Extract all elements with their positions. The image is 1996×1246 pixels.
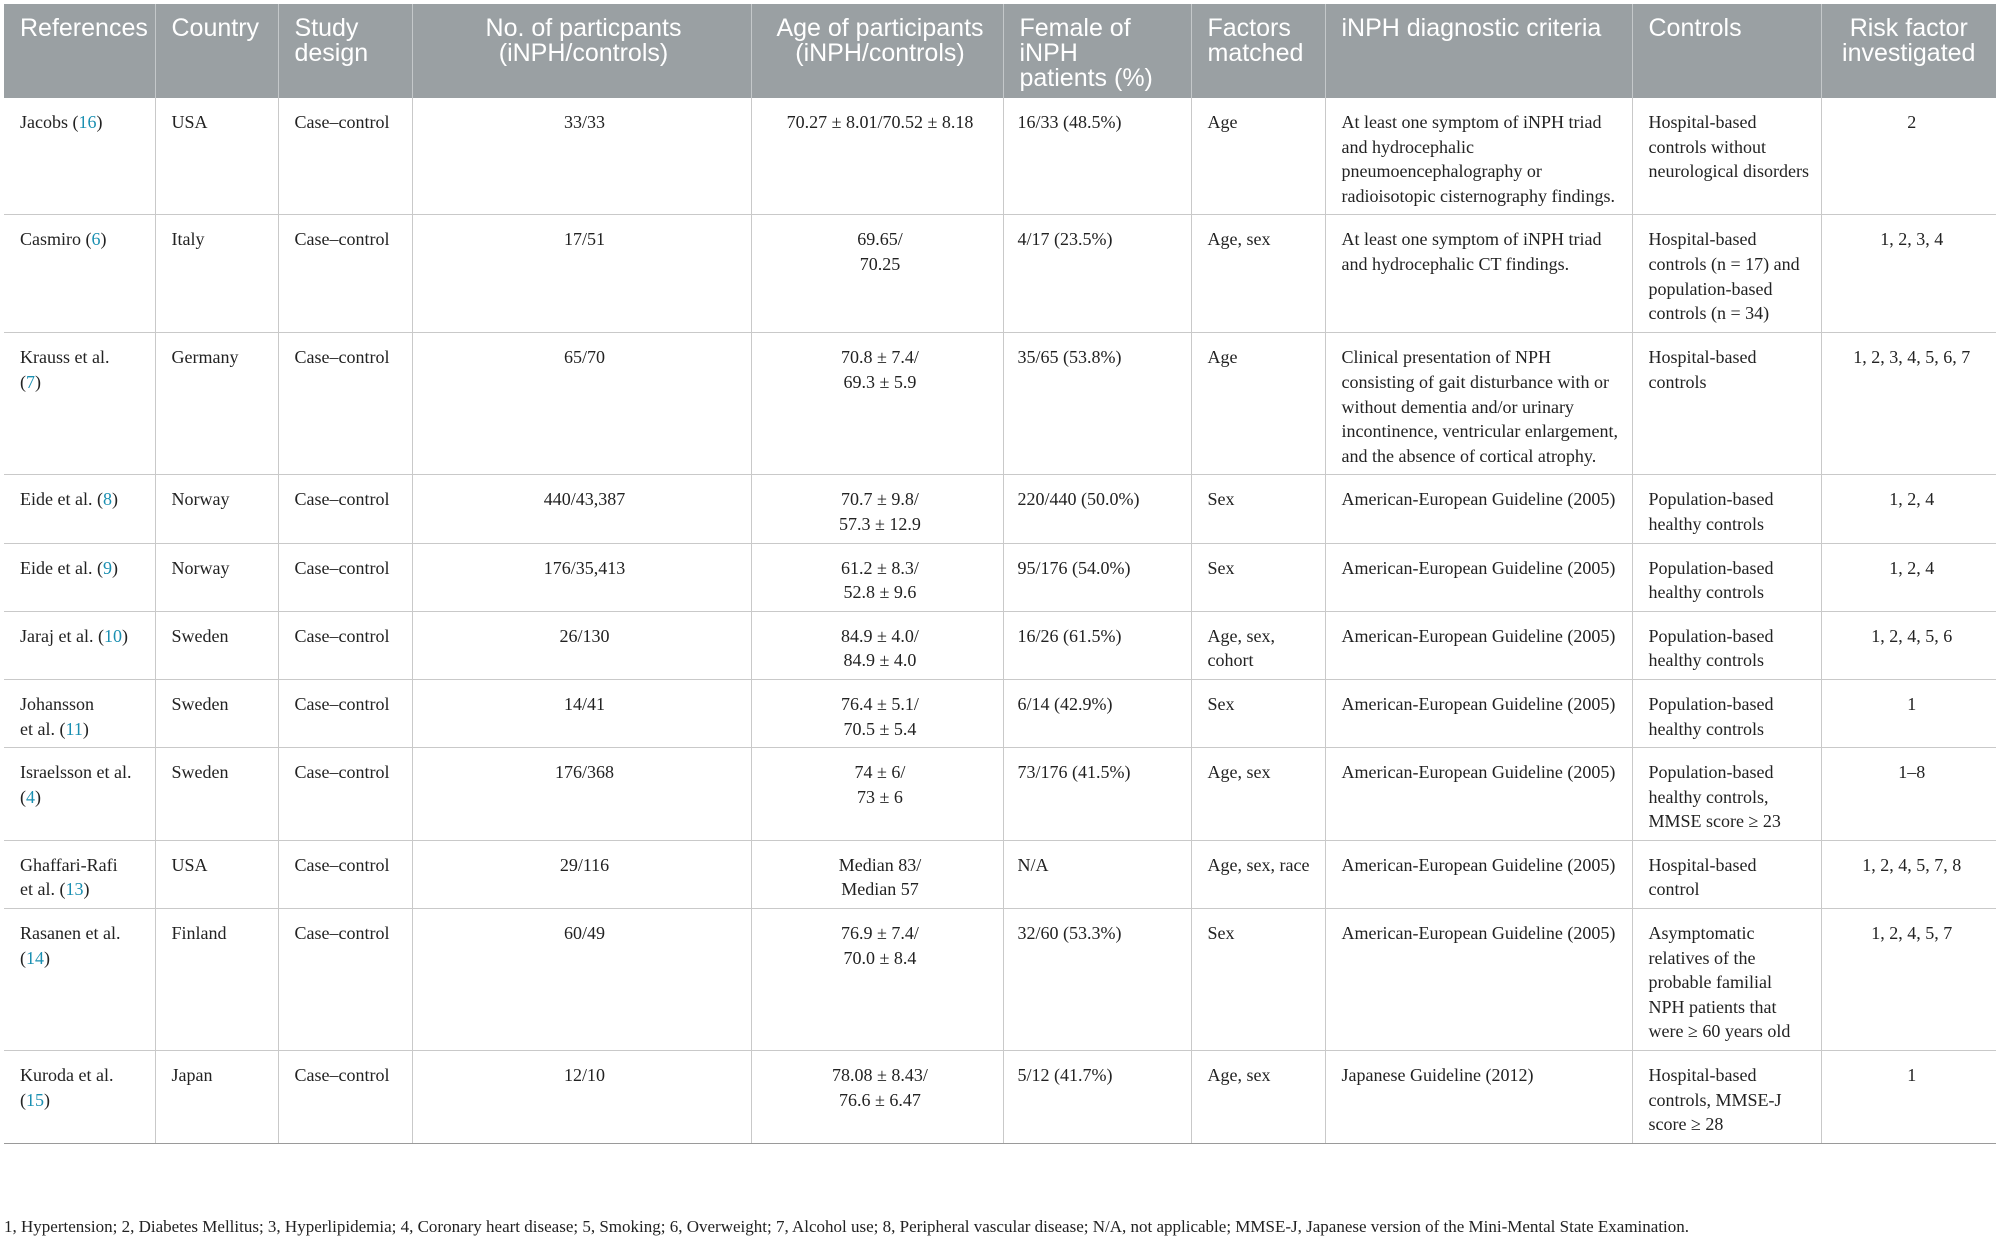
cell-risk-factor: 1–8 xyxy=(1821,748,1996,841)
studies-table xyxy=(4,4,1996,1144)
cell-controls: Hospital-based control xyxy=(1632,840,1821,908)
cell-country: USA xyxy=(155,840,278,908)
table-row xyxy=(4,909,1996,1051)
reference-author: Kuroda et al. ( xyxy=(20,1065,114,1110)
cell-study-design: Case–control xyxy=(278,748,412,841)
reference-citation-link[interactable]: 15 xyxy=(26,1089,44,1110)
reference-close-paren: ) xyxy=(35,786,41,807)
cell-female: N/A xyxy=(1003,840,1191,908)
reference-citation-link[interactable]: 10 xyxy=(103,625,122,646)
header-row xyxy=(4,4,1996,98)
cell-participants: 29/116 xyxy=(412,840,751,908)
table-row xyxy=(4,840,1996,908)
cell-country: Norway xyxy=(155,543,278,611)
cell-age: 76.9 ± 7.4/ 70.0 ± 8.4 xyxy=(751,909,1003,1051)
cell-reference xyxy=(4,748,155,841)
cell-diagnostic-criteria: American-European Guideline (2005) xyxy=(1325,840,1632,908)
reference-close-paren: ) xyxy=(100,229,107,250)
cell-diagnostic-criteria: American-European Guideline (2005) xyxy=(1325,611,1632,679)
cell-participants: 176/368 xyxy=(412,748,751,841)
cell-controls: Asymptomatic relatives of the probable familial NPH patients that were ≥ 60 years old xyxy=(1632,909,1821,1051)
cell-factors-matched: Age, sex, race xyxy=(1191,840,1325,908)
reference-author: Krauss et al. ( xyxy=(20,347,110,392)
cell-country: Norway xyxy=(155,475,278,543)
reference-author: Eide et al. ( xyxy=(20,557,103,578)
table-row xyxy=(4,1051,1996,1144)
cell-female: 73/176 (41.5%) xyxy=(1003,748,1191,841)
cell-controls: Population-based healthy controls xyxy=(1632,475,1821,543)
cell-factors-matched: Sex xyxy=(1191,475,1325,543)
cell-controls: Population-based healthy controls xyxy=(1632,679,1821,747)
cell-controls: Population-based healthy controls xyxy=(1632,543,1821,611)
cell-controls: Population-based healthy controls xyxy=(1632,611,1821,679)
table-row xyxy=(4,748,1996,841)
cell-female: 6/14 (42.9%) xyxy=(1003,679,1191,747)
reference-author: Johansson et al. ( xyxy=(20,693,95,739)
cell-study-design: Case–control xyxy=(278,611,412,679)
cell-age: 74 ± 6/ 73 ± 6 xyxy=(751,748,1003,841)
reference-author: Eide et al. ( xyxy=(20,489,103,510)
reference-citation-link[interactable]: 8 xyxy=(102,489,112,510)
cell-country: Italy xyxy=(155,215,278,333)
cell-female: 5/12 (41.7%) xyxy=(1003,1051,1191,1144)
cell-study-design: Case–control xyxy=(278,543,412,611)
cell-risk-factor: 1, 2, 4 xyxy=(1821,475,1996,543)
cell-reference xyxy=(4,543,155,611)
cell-risk-factor: 2 xyxy=(1821,98,1996,215)
cell-controls: Hospital-based controls xyxy=(1632,333,1821,475)
reference-close-paren: ) xyxy=(44,947,50,968)
reference-citation-link[interactable]: 14 xyxy=(26,947,44,968)
cell-diagnostic-criteria: Clinical presentation of NPH consisting of gait disturbance with or without dementia and/or urinary incontinence, ventricular enlargement, and the absence of cortical atrophy. xyxy=(1325,333,1632,475)
cell-participants: 440/43,387 xyxy=(412,475,751,543)
reference-author: Jacobs ( xyxy=(20,112,79,132)
reference-citation-link[interactable]: 6 xyxy=(91,229,101,250)
cell-participants: 60/49 xyxy=(412,909,751,1051)
cell-risk-factor: 1 xyxy=(1821,679,1996,747)
header-references: References xyxy=(4,4,155,98)
cell-study-design: Case–control xyxy=(278,840,412,908)
cell-reference xyxy=(4,1051,155,1144)
cell-country: Sweden xyxy=(155,748,278,841)
cell-factors-matched: Age xyxy=(1191,98,1325,215)
table-row xyxy=(4,98,1996,215)
cell-reference xyxy=(4,475,155,543)
cell-age: 76.4 ± 5.1/ 70.5 ± 5.4 xyxy=(751,679,1003,747)
reference-citation-link[interactable]: 11 xyxy=(65,718,83,739)
cell-reference xyxy=(4,98,155,215)
cell-female: 220/440 (50.0%) xyxy=(1003,475,1191,543)
cell-country: Japan xyxy=(155,1051,278,1144)
cell-country: Germany xyxy=(155,333,278,475)
table-row xyxy=(4,679,1996,747)
cell-age: 70.27 ± 8.01/70.52 ± 8.18 xyxy=(751,98,1003,215)
reference-author: Rasanen et al. ( xyxy=(20,923,121,968)
cell-diagnostic-criteria: At least one symptom of iNPH triad and hydrocephalic CT findings. xyxy=(1325,215,1632,333)
cell-female: 4/17 (23.5%) xyxy=(1003,215,1191,333)
header-age: Age of participants (iNPH/controls) xyxy=(751,4,1003,98)
cell-study-design: Case–control xyxy=(278,98,412,215)
table-row xyxy=(4,475,1996,543)
reference-close-paren: ) xyxy=(44,1089,50,1110)
table-footnote: 1, Hypertension; 2, Diabetes Mellitus; 3, Hyperlipidemia; 4, Coronary heart disease; 5, Smoking; 6, Overweight; 7, Alcohol use; 8, Peripheral vascular disease; N/A, not applicable; MMSE-J, Japanese version of the Mini-Mental State Examination. xyxy=(4,1217,1690,1236)
cell-risk-factor: 1, 2, 4 xyxy=(1821,543,1996,611)
table-row xyxy=(4,215,1996,333)
reference-close-paren: ) xyxy=(82,718,89,739)
cell-risk-factor: 1, 2, 4, 5, 6 xyxy=(1821,611,1996,679)
cell-diagnostic-criteria: American-European Guideline (2005) xyxy=(1325,543,1632,611)
cell-female: 35/65 (53.8%) xyxy=(1003,333,1191,475)
cell-age: Median 83/ Median 57 xyxy=(751,840,1003,908)
cell-factors-matched: Sex xyxy=(1191,543,1325,611)
cell-age: 61.2 ± 8.3/ 52.8 ± 9.6 xyxy=(751,543,1003,611)
cell-diagnostic-criteria: American-European Guideline (2005) xyxy=(1325,748,1632,841)
header-study-design: Study design xyxy=(278,4,412,98)
cell-country: Sweden xyxy=(155,679,278,747)
header-controls: Controls xyxy=(1632,4,1821,98)
cell-country: Finland xyxy=(155,909,278,1051)
reference-citation-link[interactable]: 16 xyxy=(78,112,97,132)
reference-close-paren: ) xyxy=(111,557,118,578)
cell-female: 16/26 (61.5%) xyxy=(1003,611,1191,679)
header-participants: No. of particpants (iNPH/controls) xyxy=(412,4,751,98)
cell-diagnostic-criteria: American-European Guideline (2005) xyxy=(1325,679,1632,747)
cell-risk-factor: 1, 2, 4, 5, 7 xyxy=(1821,909,1996,1051)
cell-reference xyxy=(4,215,155,333)
table-container xyxy=(4,4,1976,1144)
reference-citation-link[interactable]: 4 xyxy=(26,786,35,807)
cell-study-design: Case–control xyxy=(278,1051,412,1144)
cell-participants: 17/51 xyxy=(412,215,751,333)
cell-factors-matched: Age, sex xyxy=(1191,215,1325,333)
reference-close-paren: ) xyxy=(111,489,118,510)
cell-age: 69.65/ 70.25 xyxy=(751,215,1003,333)
cell-female: 16/33 (48.5%) xyxy=(1003,98,1191,215)
cell-reference xyxy=(4,611,155,679)
reference-close-paren: ) xyxy=(121,625,128,646)
reference-author: Ghaffari-Rafi et al. ( xyxy=(20,854,118,900)
cell-reference xyxy=(4,840,155,908)
cell-controls: Hospital-based controls (n = 17) and population-based controls (n = 34) xyxy=(1632,215,1821,333)
table-row xyxy=(4,543,1996,611)
cell-participants: 14/41 xyxy=(412,679,751,747)
reference-close-paren: ) xyxy=(96,112,103,132)
cell-reference xyxy=(4,909,155,1051)
cell-diagnostic-criteria: Japanese Guideline (2012) xyxy=(1325,1051,1632,1144)
cell-study-design: Case–control xyxy=(278,475,412,543)
header-female: Female of iNPH patients (%) xyxy=(1003,4,1191,98)
cell-controls: Population-based healthy controls, MMSE score ≥ 23 xyxy=(1632,748,1821,841)
header-factors-matched: Factors matched xyxy=(1191,4,1325,98)
cell-age: 70.8 ± 7.4/ 69.3 ± 5.9 xyxy=(751,333,1003,475)
cell-participants: 176/35,413 xyxy=(412,543,751,611)
reference-author: Israelsson et al. ( xyxy=(20,762,132,807)
cell-factors-matched: Sex xyxy=(1191,909,1325,1051)
cell-participants: 33/33 xyxy=(412,98,751,215)
cell-diagnostic-criteria: At least one symptom of iNPH triad and hydrocephalic pneumoencephalography or radioisotopic cisternography findings. xyxy=(1325,98,1632,215)
cell-age: 70.7 ± 9.8/ 57.3 ± 12.9 xyxy=(751,475,1003,543)
cell-country: Sweden xyxy=(155,611,278,679)
cell-factors-matched: Sex xyxy=(1191,679,1325,747)
cell-reference xyxy=(4,333,155,475)
cell-country: USA xyxy=(155,98,278,215)
header-diagnostic-criteria: iNPH diagnostic criteria xyxy=(1325,4,1632,98)
cell-female: 32/60 (53.3%) xyxy=(1003,909,1191,1051)
cell-risk-factor: 1, 2, 3, 4 xyxy=(1821,215,1996,333)
table-row xyxy=(4,611,1996,679)
cell-risk-factor: 1, 2, 3, 4, 5, 6, 7 xyxy=(1821,333,1996,475)
cell-age: 78.08 ± 8.43/ 76.6 ± 6.47 xyxy=(751,1051,1003,1144)
cell-factors-matched: Age, sex xyxy=(1191,748,1325,841)
cell-participants: 65/70 xyxy=(412,333,751,475)
reference-author: Jaraj et al. ( xyxy=(20,625,104,646)
cell-age: 84.9 ± 4.0/ 84.9 ± 4.0 xyxy=(751,611,1003,679)
cell-study-design: Case–control xyxy=(278,679,412,747)
cell-diagnostic-criteria: American-European Guideline (2005) xyxy=(1325,909,1632,1051)
cell-factors-matched: Age xyxy=(1191,333,1325,475)
cell-study-design: Case–control xyxy=(278,215,412,333)
header-risk-factor: Risk factor investigated xyxy=(1821,4,1996,98)
table-row xyxy=(4,333,1996,475)
cell-reference xyxy=(4,679,155,747)
cell-study-design: Case–control xyxy=(278,333,412,475)
cell-controls: Hospital-based controls, MMSE-J score ≥ 28 xyxy=(1632,1051,1821,1144)
cell-female: 95/176 (54.0%) xyxy=(1003,543,1191,611)
cell-participants: 12/10 xyxy=(412,1051,751,1144)
cell-factors-matched: Age, sex xyxy=(1191,1051,1325,1144)
cell-study-design: Case–control xyxy=(278,909,412,1051)
cell-factors-matched: Age, sex, cohort xyxy=(1191,611,1325,679)
reference-close-paren: ) xyxy=(35,371,41,392)
reference-citation-link[interactable]: 7 xyxy=(26,371,35,392)
cell-controls: Hospital-based controls without neurological disorders xyxy=(1632,98,1821,215)
reference-close-paren: ) xyxy=(83,879,90,900)
cell-risk-factor: 1, 2, 4, 5, 7, 8 xyxy=(1821,840,1996,908)
header-country: Country xyxy=(155,4,278,98)
cell-diagnostic-criteria: American-European Guideline (2005) xyxy=(1325,475,1632,543)
reference-citation-link[interactable]: 13 xyxy=(65,879,84,900)
reference-author: Casmiro ( xyxy=(20,229,92,250)
reference-citation-link[interactable]: 9 xyxy=(102,557,112,578)
cell-participants: 26/130 xyxy=(412,611,751,679)
cell-risk-factor: 1 xyxy=(1821,1051,1996,1144)
